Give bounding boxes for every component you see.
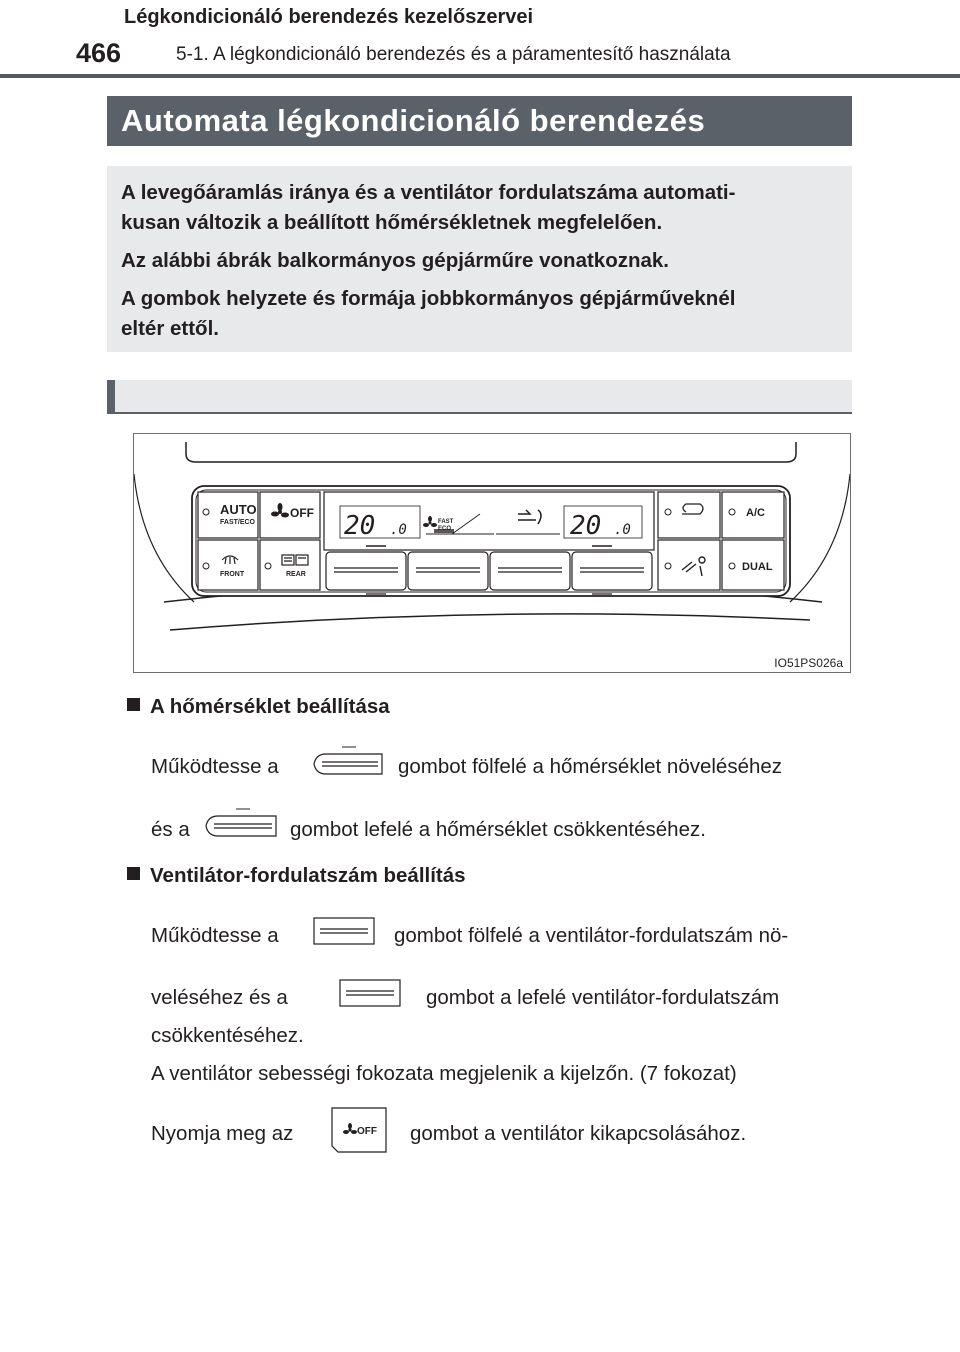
fan-line-2b: gombot a lefelé ventilátor-fordulatszám bbox=[426, 986, 780, 1009]
fan-heading-text: Ventilátor-fordulatszám beállítás bbox=[150, 864, 466, 887]
temperature-rocker-down-icon bbox=[204, 806, 280, 842]
auto-button-sublabel: FAST/ECO bbox=[220, 519, 256, 526]
intro-line-2: kusan változik a beállított hőmérsékletnek megfelelően. bbox=[121, 211, 663, 234]
intro-box bbox=[107, 166, 852, 352]
temperature-rocker-up-icon bbox=[312, 744, 386, 780]
intro-line-5: eltér ettől. bbox=[121, 317, 219, 340]
display-temp-right: 20 bbox=[570, 511, 602, 541]
bullet-square-icon bbox=[127, 698, 140, 711]
page-title: Automata légkondicionáló berendezés bbox=[121, 103, 706, 138]
front-defrost-button-shape[interactable] bbox=[198, 540, 258, 590]
fan-line-1a: Működtesse a bbox=[151, 924, 279, 947]
section-bar bbox=[107, 380, 852, 414]
page-number: 466 bbox=[76, 38, 122, 68]
ac-label: A/C bbox=[746, 507, 765, 519]
fan-rocker-down-icon bbox=[338, 976, 402, 1010]
display-temp-right-decimal: .0 bbox=[614, 522, 631, 538]
fan-line-1b: gombot fölfelé a ventilátor-fordulatszám nö- bbox=[394, 924, 789, 947]
intro-line-4: A gombok helyzete és formája jobbkormányos gépjárműveknél bbox=[121, 287, 736, 310]
intro-line-3: Az alábbi ábrák balkormányos gépjárműre vonatkoznak. bbox=[121, 249, 669, 272]
temperature-line-1b: gombot fölfelé a hőmérséklet növeléséhez bbox=[398, 755, 783, 778]
temperature-line-1a: Működtesse a bbox=[151, 755, 279, 778]
front-label: FRONT bbox=[220, 571, 245, 578]
fan-line-3: csökkentéséhez. bbox=[151, 1024, 304, 1047]
fan-rocker-up-icon bbox=[312, 914, 376, 948]
fan-off-label: OFF bbox=[290, 506, 314, 520]
auto-button-label: AUTO bbox=[220, 502, 257, 517]
title-bar bbox=[107, 96, 852, 146]
intro-line-1: A levegőáramlás iránya és a ventilátor fordulatszáma automati- bbox=[121, 181, 736, 204]
temperature-heading-text: A hőmérséklet beállítása bbox=[150, 695, 390, 718]
display-temp-left: 20 bbox=[344, 511, 376, 541]
climate-panel-figure bbox=[133, 433, 851, 673]
fan-line-4: A ventilátor sebességi fokozata megjelenik a kijelzőn. (7 fokozat) bbox=[151, 1062, 737, 1085]
display-temp-left-decimal: .0 bbox=[390, 522, 407, 538]
fan-line-2a: veléséhez és a bbox=[151, 986, 288, 1009]
bullet-square-icon bbox=[127, 867, 140, 880]
fan-line-5a: Nyomja meg az bbox=[151, 1122, 294, 1145]
header-rule bbox=[0, 74, 960, 78]
dual-label: DUAL bbox=[742, 561, 773, 573]
fan-off-icon-label: OFF bbox=[357, 1126, 377, 1137]
rear-label: REAR bbox=[286, 571, 306, 578]
chapter-title: 5-1. A légkondicionáló berendezés és a páramentesítő használata bbox=[176, 44, 731, 65]
section-title: Légkondicionáló berendezés kezelőszervei bbox=[124, 6, 534, 28]
fan-heading bbox=[127, 864, 466, 888]
figure-code: IO51PS026a bbox=[771, 656, 846, 670]
temperature-line-2b: gombot lefelé a hőmérséklet csökkentéséhez. bbox=[290, 818, 706, 841]
fan-line-5b: gombot a ventilátor kikapcsolásához. bbox=[410, 1122, 747, 1145]
display-eco-label: ECO bbox=[438, 526, 452, 532]
fan-off-button-icon bbox=[330, 1106, 388, 1154]
temperature-heading bbox=[127, 695, 390, 719]
section-accent bbox=[107, 380, 115, 414]
display-fast-label: FAST bbox=[438, 519, 454, 525]
temperature-line-2a: és a bbox=[151, 818, 190, 841]
climate-panel-illustration bbox=[134, 434, 850, 672]
